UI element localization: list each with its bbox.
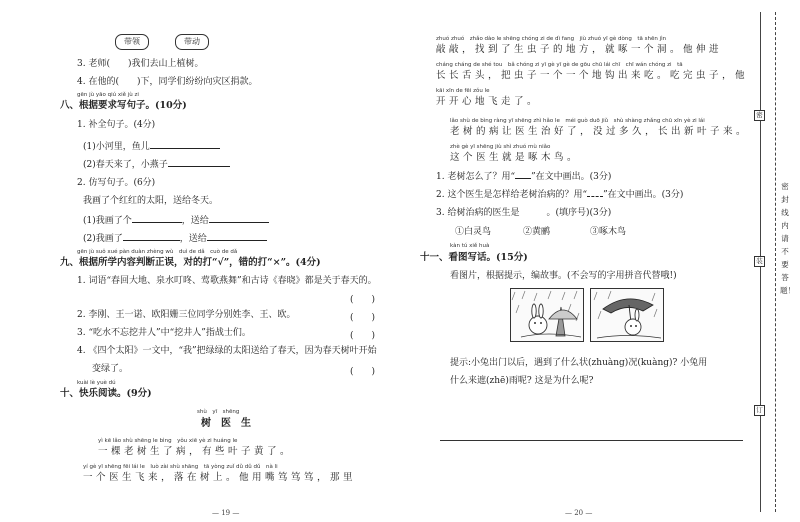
section-8-q1a: (1)小河里，鱼儿 bbox=[83, 140, 220, 153]
section-11-title: 十一、看图写话。(15分) bbox=[420, 252, 528, 263]
passage-line-4-pinyin: cháng cháng de shé tou bǎ chóng zi yī gè yī gè de gōu chū lái chī chī wán chóng zi tā bbox=[436, 62, 683, 68]
section-10-pinyin: kuài lè yuè dú bbox=[77, 380, 116, 386]
binding-box-middle: 装 bbox=[754, 256, 765, 267]
binding-line-inner bbox=[775, 12, 776, 512]
rabbit-rain-drawing-2 bbox=[591, 289, 663, 341]
passage-line-7: 这个医生就是啄木鸟。 bbox=[450, 152, 581, 163]
section-9-q1: 1. 词语“春回大地、泉水叮咚、莺歌燕舞”和古诗《春晓》都是关于春天的。 bbox=[77, 276, 377, 286]
section-10-title: 十、快乐阅读。(9分) bbox=[60, 388, 152, 399]
passage-line-1: 一棵老树生了病，有些叶子黄了。 bbox=[98, 446, 294, 457]
section-8-example: 我画了个红红的太阳，送给冬天。 bbox=[83, 196, 219, 206]
section-8-title: 八、根据要求写句子。(10分) bbox=[60, 100, 187, 111]
section-9-q2: 2. 李刚、王一诺、欧阳姗三位同学分别姓李、王、欧。 bbox=[77, 310, 296, 320]
passage-line-3-pinyin: zhuó zhuó zhǎo dào le shēng chóng zi de dì fang jiù zhuó yī gè dòng tā shēn jìn bbox=[436, 36, 667, 42]
answer-paren-3[interactable]: ( ) bbox=[350, 331, 376, 341]
binding-box-bottom: 订 bbox=[754, 405, 765, 416]
option-3: ③啄木鸟 bbox=[590, 227, 627, 237]
writing-answer-line[interactable] bbox=[440, 440, 743, 441]
passage-line-7-pinyin: zhè gè yī shēng jiù shì zhuó mù niǎo bbox=[450, 144, 551, 150]
right-page bbox=[410, 0, 755, 522]
section-8-q2: 2. 仿写句子。(6分) bbox=[77, 178, 156, 188]
word-option-2: 带动 bbox=[175, 34, 209, 50]
passage-line-6-pinyin: lǎo shù de bìng ràng yī shēng zhì hǎo le méi guò duō jiǔ shù shàng zhǎng chū xīn yè zi lái bbox=[450, 118, 705, 124]
section-8-pinyin: gēn jù yāo qiú xiě jù zi bbox=[77, 92, 139, 98]
reading-q1: 1. 老树怎么了？用“ ”在文中画出。(3分) bbox=[436, 172, 612, 182]
section-11-desc: 看图片，根据提示，编故事。(不会写的字用拼音代替哦!) bbox=[450, 271, 677, 281]
section-9-title: 九、根据所学内容判断正误，对的打“√”，错的打“×”。(4分) bbox=[60, 257, 321, 268]
story-title: 树 医 生 bbox=[201, 418, 251, 429]
section-9-q3: 3. “吃水不忘挖井人”中“挖井人”指战士们。 bbox=[77, 328, 251, 338]
comic-image-left bbox=[510, 288, 584, 342]
answer-paren-1[interactable]: ( ) bbox=[350, 295, 376, 305]
rabbit-rain-drawing-1 bbox=[511, 289, 583, 341]
section-9-q4: 4. 《四个太阳》一文中，“我”把绿绿的太阳送给了春天，因为春天树叶开始 bbox=[77, 346, 377, 356]
passage-line-3: 敲敲，找到了生虫子的地方，就啄一个洞。他伸进 bbox=[436, 44, 723, 55]
passage-line-4: 长长舌头，把虫子一个一个地钩出来吃。吃完虫子，他 bbox=[436, 70, 749, 81]
binding-notice: 密封线内请不要答题！ bbox=[780, 182, 795, 295]
reading-q2: 2. 这个医生是怎样给老树治病的？用“ ”在文中画出。(3分) bbox=[436, 190, 684, 200]
page-number-left: — 19 — bbox=[212, 509, 240, 517]
section-11-pinyin: kàn tú xiě huà bbox=[450, 243, 490, 249]
passage-line-1-pinyin: yì kē lǎo shù shēng le bìng yǒu xiē yè zi huáng le bbox=[98, 438, 238, 444]
section-8-q1: 1. 补全句子。(4分) bbox=[77, 120, 156, 130]
section-9-pinyin: gēn jù suǒ xué pàn duàn zhèng wù duì de dǎ cuò de dǎ bbox=[77, 249, 238, 255]
passage-line-2: 一个医生飞来，落在树上。他用嘴笃笃笃，那里 bbox=[83, 472, 357, 483]
answer-paren-2[interactable]: ( ) bbox=[350, 313, 376, 323]
option-2: ②黄鹂 bbox=[523, 227, 551, 237]
comic-image-right bbox=[590, 288, 664, 342]
option-1: ①白灵鸟 bbox=[455, 227, 492, 237]
section-8-q2b: (2)我画了 ，送给 bbox=[83, 232, 267, 245]
hint-line-1: 提示:小兔出门以后，遇到了什么状(zhuàng)况(kuàng)? 小兔用 bbox=[450, 358, 708, 368]
story-title-pinyin: shù yī shēng bbox=[197, 409, 240, 415]
page-number-right: — 20 — bbox=[565, 509, 593, 517]
passage-line-6: 老树的病让医生治好了，没过多久，长出新叶子来。 bbox=[450, 126, 750, 137]
hint-line-2: 什么来遮(zhē)雨呢? 这是为什么呢? bbox=[450, 376, 594, 386]
binding-box-top: 密 bbox=[754, 110, 765, 121]
question-3: 3. 老师( )我们去山上植树。 bbox=[77, 59, 204, 69]
passage-line-2-pinyin: yí gè yī shēng fēi lái le luò zài shù shāng tā yòng zuǐ dǔ dǔ dǔ nà li bbox=[83, 464, 278, 470]
question-4: 4. 在他的( )下，同学们纷纷向灾区捐款。 bbox=[77, 77, 258, 87]
passage-line-5-pinyin: kāi xīn de fēi zǒu le bbox=[436, 88, 490, 94]
section-8-q2a: (1)我画了个 ，送给 bbox=[83, 214, 269, 227]
passage-line-5: 开开心地飞走了。 bbox=[436, 96, 541, 107]
reading-q3: 3. 给树治病的医生是 。(填序号)(3分) bbox=[436, 208, 612, 218]
word-option-1: 带领 bbox=[115, 34, 149, 50]
section-9-q4-cont: 变绿了。 bbox=[92, 364, 129, 374]
answer-paren-4[interactable]: ( ) bbox=[350, 367, 376, 377]
section-8-q1b: (2)春天来了，小燕子 bbox=[83, 158, 230, 171]
